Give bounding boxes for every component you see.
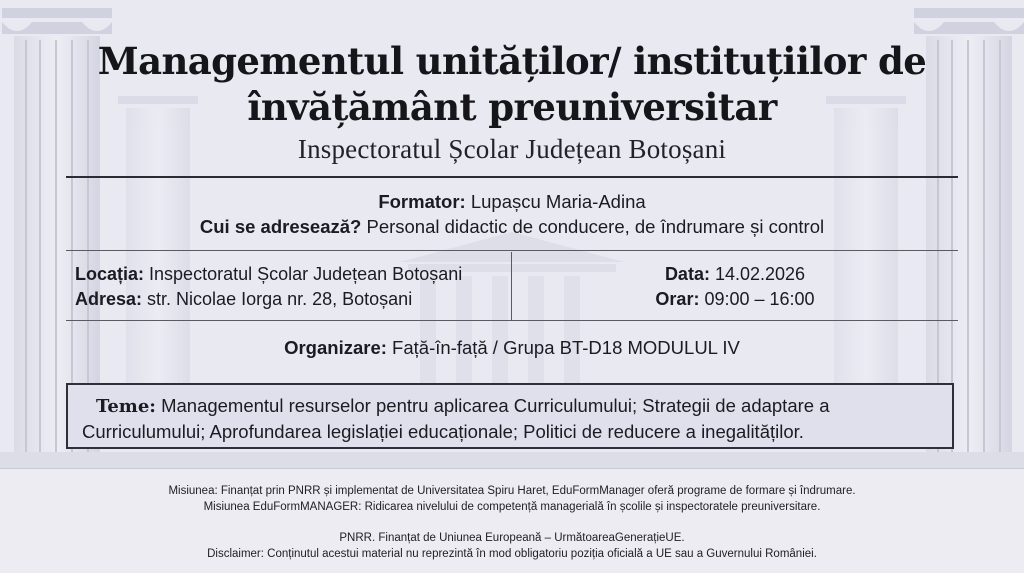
footer-disclaimer: Disclaimer: Conținutul acestui material nu reprezintă în mod obligatoriu poziția oficială a UE sau a Guvernului României. bbox=[207, 548, 817, 560]
location-value: Inspectoratul Școlar Județean Botoșani bbox=[149, 264, 463, 284]
formator-value: Lupașcu Maria-Adina bbox=[470, 191, 646, 212]
schedule-line bbox=[512, 287, 958, 312]
formator-label: Formator: bbox=[378, 191, 466, 212]
themes-text-2: Curriculumului; Aprofundarea legislației educaționale; Politici de reducere a inegalităților. bbox=[82, 421, 804, 442]
audience-label: Cui se adresează? bbox=[199, 216, 362, 237]
themes-line-1 bbox=[96, 393, 938, 419]
themes-label: Teme: bbox=[96, 396, 156, 417]
divider bbox=[66, 320, 958, 321]
page-subtitle: Inspectoratul Școlar Județean Botoșani bbox=[297, 134, 727, 164]
title-line-1: Managementul unităților/ instituțiilor de bbox=[97, 39, 927, 83]
formator-row bbox=[66, 189, 958, 215]
date-value: 14.02.2026 bbox=[714, 264, 806, 284]
footer bbox=[0, 468, 1024, 573]
venue-block bbox=[75, 262, 462, 312]
page-title bbox=[40, 38, 984, 130]
schedule-value: 09:00 – 16:00 bbox=[704, 289, 815, 309]
divider bbox=[66, 176, 958, 178]
audience-row bbox=[66, 214, 958, 240]
organization-value: Față-în-față / Grupa BT-D18 MODULUL IV bbox=[392, 337, 740, 358]
date-label: Data: bbox=[664, 264, 710, 284]
location-line bbox=[75, 262, 462, 287]
themes-box bbox=[66, 383, 954, 449]
address-label: Adresa: bbox=[75, 289, 143, 309]
footer-mission: Misiunea: Finanțat prin PNRR și implementat de Universitatea Spiru Haret, EduFormManager oferă programe de formare și îndrumare. bbox=[168, 485, 856, 497]
title-line-2: învățământ preuniversitar bbox=[247, 85, 777, 129]
schedule-label: Orar: bbox=[655, 289, 700, 309]
organization-row bbox=[66, 335, 958, 361]
themes-text-1: Managementul resurselor pentru aplicarea Curriculumului; Strategii de adaptare a bbox=[161, 395, 830, 416]
organization-label: Organizare: bbox=[284, 337, 387, 358]
address-value: str. Nicolae Iorga nr. 28, Botoșani bbox=[147, 289, 413, 309]
audience-value: Personal didactic de conducere, de îndrumare și control bbox=[366, 216, 825, 237]
divider bbox=[66, 250, 958, 251]
date-line bbox=[512, 262, 958, 287]
footer-mission-eduform: Misiunea EduFormMANAGER: Ridicarea nivelului de competență managerială în școlile și inspectoratele preuniversitare. bbox=[203, 501, 821, 513]
schedule-block bbox=[512, 262, 958, 312]
location-label: Locația: bbox=[75, 264, 145, 284]
footer-funding: PNRR. Finanțat de Uniunea Europeană – UrmătoareaGenerațieUE. bbox=[339, 532, 685, 544]
address-line bbox=[75, 287, 462, 312]
